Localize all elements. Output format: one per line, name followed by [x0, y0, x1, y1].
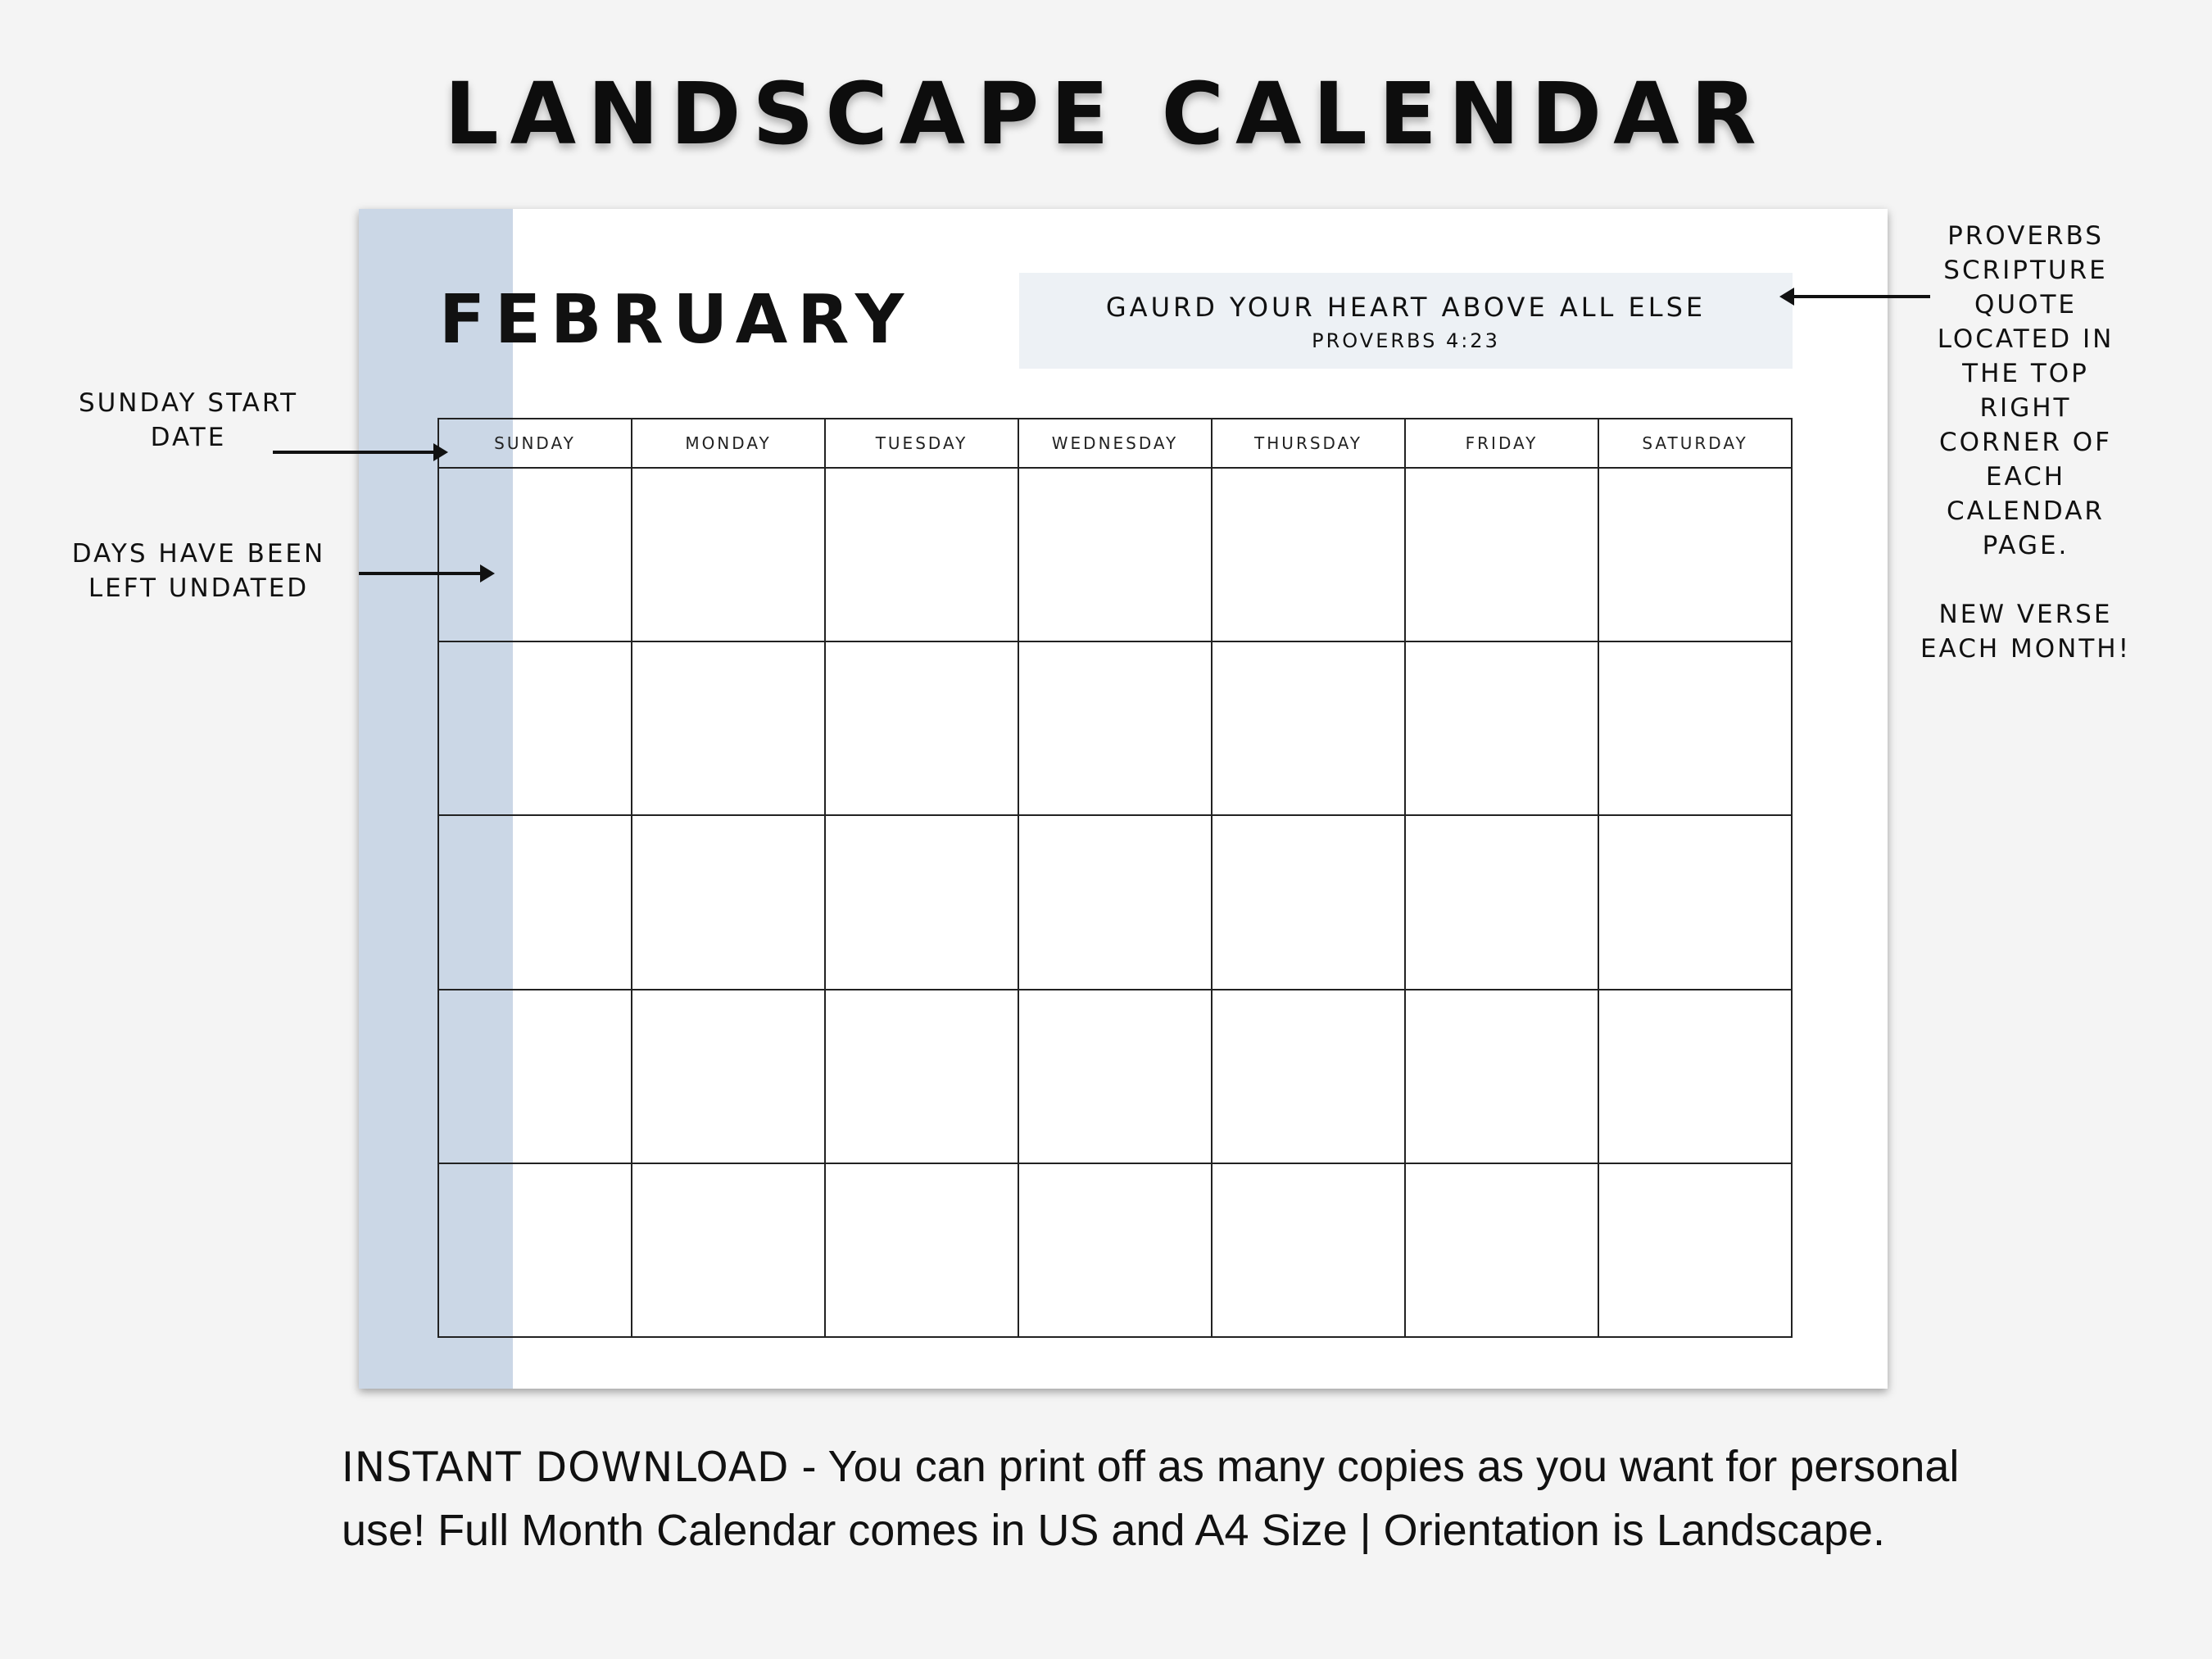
spacer	[1892, 563, 2159, 597]
day-cell	[438, 990, 632, 1163]
week-row	[438, 1163, 1792, 1337]
day-cell	[825, 815, 1018, 989]
calendar-grid	[437, 418, 1793, 1338]
day-cell	[632, 468, 825, 641]
week-row	[438, 641, 1792, 815]
annotation-undated	[41, 537, 356, 605]
weekday-header-wednesday: WEDNESDAY	[1018, 419, 1212, 468]
day-cell	[1018, 1163, 1212, 1337]
day-cell	[1598, 990, 1792, 1163]
week-row	[438, 815, 1792, 989]
day-cell	[1598, 468, 1792, 641]
weekday-header-monday: MONDAY	[632, 419, 825, 468]
day-cell	[438, 641, 632, 815]
day-cell	[1018, 468, 1212, 641]
day-cell	[438, 468, 632, 641]
day-cell	[632, 1163, 825, 1337]
footer-lead: INSTANT DOWNLOAD	[342, 1444, 790, 1491]
day-cell	[632, 815, 825, 989]
month-title: FEBRUARY	[439, 281, 914, 359]
day-cell	[1598, 815, 1792, 989]
day-cell	[825, 990, 1018, 1163]
annotation-sunday-line2: DATE	[150, 423, 227, 452]
main-title: LANDSCAPE CALENDAR	[444, 64, 1768, 164]
weekday-header-thursday: THURSDAY	[1212, 419, 1405, 468]
arrow-left-icon	[1783, 295, 1930, 298]
day-cell	[1405, 815, 1598, 989]
week-row	[438, 468, 1792, 641]
day-cell	[1405, 990, 1598, 1163]
proverbs-line: CALENDAR	[1947, 496, 2105, 526]
day-cell	[1212, 468, 1405, 641]
footer-body: - You can print off as many copies as you want for personal use! Full Month Calendar comes in US and A4 Size | Orientation is Landscape.	[342, 1442, 1960, 1555]
calendar-page	[359, 209, 1888, 1389]
day-cell	[1212, 815, 1405, 989]
day-cell	[825, 468, 1018, 641]
day-cell	[1018, 990, 1212, 1163]
day-cell	[1018, 641, 1212, 815]
weekday-header-saturday: SATURDAY	[1598, 419, 1792, 468]
arrow-right-icon	[359, 572, 492, 575]
day-cell	[1405, 641, 1598, 815]
day-cell	[1018, 815, 1212, 989]
week-row	[438, 990, 1792, 1163]
proverbs-line: PAGE.	[1982, 531, 2069, 560]
calendar-body	[438, 468, 1792, 1337]
proverbs-line: THE TOP	[1962, 359, 2089, 388]
day-cell	[825, 641, 1018, 815]
proverbs-line: LOCATED IN	[1937, 324, 2115, 354]
annotation-sunday-start	[49, 386, 328, 455]
quote-reference: PROVERBS 4:23	[1312, 329, 1500, 352]
proverbs-line: SCRIPTURE	[1943, 256, 2108, 285]
proverbs-line: EACH	[1985, 462, 2066, 492]
day-cell	[1212, 990, 1405, 1163]
day-cell	[1405, 468, 1598, 641]
day-cell	[1598, 1163, 1792, 1337]
annotation-proverbs	[1892, 219, 2159, 666]
scripture-quote-box	[1019, 273, 1793, 369]
weekday-header-sunday: SUNDAY	[438, 419, 632, 468]
day-cell	[1212, 1163, 1405, 1337]
proverbs-line: RIGHT	[1979, 393, 2072, 423]
arrow-right-icon	[273, 451, 445, 454]
footer-description	[342, 1435, 1980, 1562]
proverbs-line: CORNER OF	[1939, 428, 2112, 457]
day-cell	[1598, 641, 1792, 815]
annotation-sunday-line1: SUNDAY START	[78, 388, 299, 418]
proverbs-extra-line: NEW VERSE	[1938, 600, 2113, 629]
day-cell	[438, 815, 632, 989]
weekday-header-friday: FRIDAY	[1405, 419, 1598, 468]
day-cell	[1405, 1163, 1598, 1337]
day-cell	[825, 1163, 1018, 1337]
quote-text: GAURD YOUR HEART ABOVE ALL ELSE	[1105, 292, 1707, 323]
proverbs-line: QUOTE	[1974, 290, 2077, 320]
day-cell	[1212, 641, 1405, 815]
day-cell	[438, 1163, 632, 1337]
proverbs-line: PROVERBS	[1947, 221, 2104, 251]
annotation-undated-line1: DAYS HAVE BEEN	[71, 539, 326, 569]
weekday-header-tuesday: TUESDAY	[825, 419, 1018, 468]
proverbs-extra-line: EACH MONTH!	[1920, 634, 2132, 664]
day-cell	[632, 990, 825, 1163]
weekday-header-row	[438, 419, 1792, 468]
annotation-undated-line2: LEFT UNDATED	[88, 573, 310, 603]
day-cell	[632, 641, 825, 815]
